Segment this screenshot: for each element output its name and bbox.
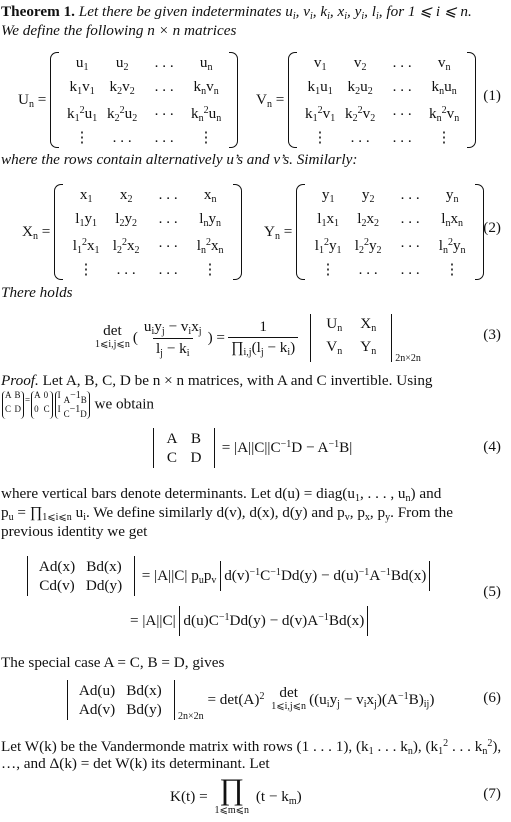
equation-1: $U_n$ = $u_1$ $u_2$ . . . $u_n$ $k_1v_1$ $k_2v_2$ . . . $k_nv_n$ $k_1^2u_1$ $k_2^2u_2$ . . . $k_n^2u_n$ ⋮ . . . . . . ⋮ [18,52,238,148]
proof-para2-l2: $p_u$ = $\prod_{1⩽i⩽n}$ $u_i$. We define similarly d(v), d(x), d(y) and $p_v$, $p_x$, $p_y$. From the [1,504,453,523]
equation-2-y: $Y_n$ = $y_1$ $y_2$ . . . $y_n$ $l_1x_1$ $l_2x_2$ . . . $l_nx_n$ $l_1^2y_1$ $l_2^2y_2$ . . . $l_n^2y_n$ ⋮ . . . . . . ⋮ [264,184,484,280]
proof-para2-l1: where vertical bars denote determinants. Let $d(u) = diag(u_1$, . . . , $u_n$) and [1,485,442,504]
vandermonde-line-1: Let W(k) be the Vandermonde matrix with rows (1 . . . 1), ($k_1$ . . . $k_n$), ($k_1^2$ . . . $k_n^2$), [1,738,502,757]
eq-number-3: (3) [483,326,501,343]
eq-number-5: (5) [483,583,501,600]
equation-1-v: $V_n$ = $v_1$ $v_2$ . . . $v_n$ $k_1u_1$ $k_2u_2$ . . . $k_nu_n$ $k_1^2v_1$ $k_2^2v_2$ . . . $k_n^2v_n$ ⋮ . . . . . . ⋮ [256,52,476,148]
eq-number-1: (1) [483,87,501,104]
vandermonde-line-2: …, and Δ(k) = det W(k) its determinant. Let [1,755,270,772]
eq-number-7: (7) [483,785,501,802]
there-holds: There holds [1,284,73,301]
rows-note: where the rows contain alternatively u’s and v’s. Similarly: [1,151,358,168]
eq-number-2: (2) [483,219,501,236]
equation-6: Ad(u) Bd(x) Ad(v) Bd(y) 2n×2n = $\det(A)^2$ det 1⩽i,j⩽n $((u_iy_j - v_ix_j)(A^{-1}B)_{ij})$ [64,680,434,720]
equation-5-line-1: Ad(x) Bd(x) Cd(v) Dd(y) = |A||C| $p_up_v$ $d(v)^{-1}C^{-1}Dd(y) - d(u)^{-1}A^{-1}Bd(x)$ [24,556,430,596]
proof-line-1: Proof. Let A, B, C, D be n × n matrices, with A and C invertible. Using [1,372,433,389]
special-case: The special case A = C, B = D, gives [1,654,225,671]
equation-5-line-2: = |A||C| $d(u)C^{-1}Dd(y) - d(v)A^{-1}Bd(x)$ [130,606,368,636]
proof-line-2: A B C D = A 0 0 C I $A^{-1}B$ I $C^{-1}D$ we obtain [0,391,511,419]
equation-3: det 1⩽i,j⩽n ( $\frac{u_iy_j - v_ix_j}{l_j - k_i}$ ) = $\frac{1}{\prod_{i,j}(l_j - k_i)}$ $U_n$ $X_n$ $V_n$ $Y_n$ 2n×2n [95,315,421,364]
theorem-line-1: Theorem 1. Let there be given indeterminates $u_i$, $v_i$, $k_i$, $x_i$, $y_i$, $l_i$, for 1 ⩽ i ⩽ n. [1,3,472,22]
eq-number-4: (4) [483,438,501,455]
proof-para2-l3: previous identity we get [1,523,148,540]
equation-7: K(t) = ∏ 1⩽m⩽n $(t - k_m)$ [170,773,302,816]
eq-number-6: (6) [483,689,501,706]
equation-2: $X_n$ = $x_1$ $x_2$ . . . $x_n$ $l_1y_1$ $l_2y_2$ . . . $l_ny_n$ $l_1^2x_1$ $l_2^2x_2$ . . . $l_n^2x_n$ ⋮ . . . . . . ⋮ [22,184,242,280]
theorem-line-2: We define the following n × n matrices [1,22,237,39]
equation-4: A B C D = $|A||C||C^{-1}D - A^{-1}B|$ [150,428,352,468]
